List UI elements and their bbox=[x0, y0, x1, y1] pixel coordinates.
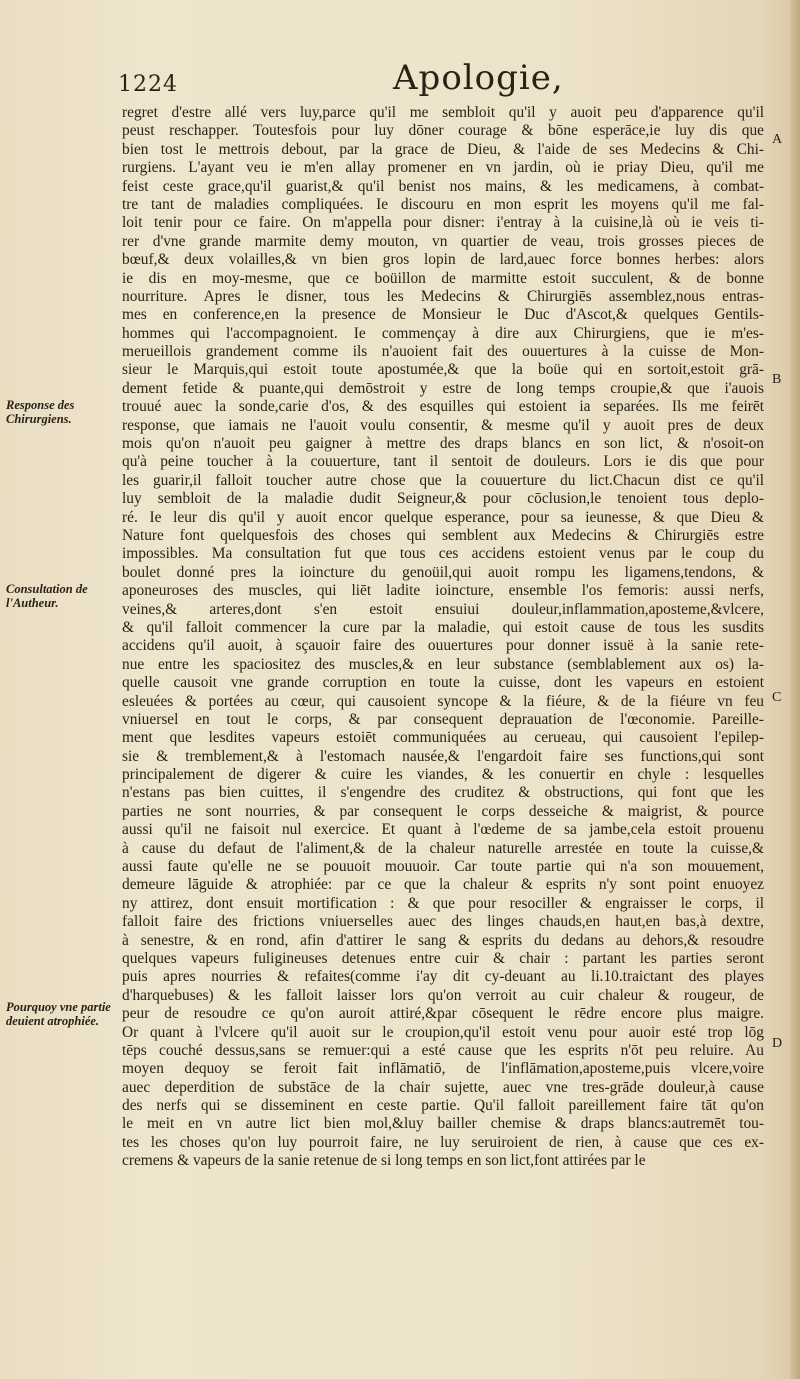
text-line: accidens qu'il auoit, à sçauoir faire des ouuertures pour donner issuë à la sanie rete- bbox=[122, 637, 764, 655]
text-line: response, que iamais ne l'auoit voulu consentir, & mesme qu'il y auoit pres de deux bbox=[122, 416, 764, 434]
text-line: Nature font quelquesfois des choses qui semblent aux Medecins & Chirurgiēs estre bbox=[122, 526, 764, 544]
page-header bbox=[118, 58, 718, 108]
text-line: boulet donné pres la ioincture du genoüil,qui auoit rompu les ligamens,tendons, & bbox=[122, 563, 764, 581]
page-edge bbox=[790, 0, 800, 1379]
section-letter-b: B bbox=[772, 372, 782, 387]
text-line: nourriture. Apres le disner, tous les Medecins & Chirurgiēs assemblez,nous entras- bbox=[122, 287, 764, 305]
text-line: aussi faute qu'elle ne se pouuoit mouuoir. Car toute partie qui n'a son mouuement, bbox=[122, 858, 764, 876]
section-letter-a: A bbox=[772, 132, 783, 147]
text-line: principalement de digerer & cuire les viandes, & les conuertir en chyle : lesquelles bbox=[122, 766, 764, 784]
text-line: rer d'vne grande marmite demy mouton, vn quartier de veau, trois grosses pieces de bbox=[122, 232, 764, 250]
text-line: sieur le Marquis,qui estoit toute apostumée,& que la boüe qui en sortoit,estoit grā- bbox=[122, 361, 764, 379]
text-line: loit tenir pour ce faire. On m'appella pour disner: i'entray à la cuisine,là où ie veis ti- bbox=[122, 214, 764, 232]
text-line: rurgiens. L'ayant veu ie m'en allay promener en vn jardin, où ie priay Dieu, qu'il me bbox=[122, 159, 764, 177]
text-line: sie & tremblement,& à l'estomach nausée,& l'engardoit faire ses functions,qui sont bbox=[122, 747, 764, 765]
text-line: tēps couché dessus,sans se remuer:qui a esté cause que les esprits n'ōt peu reluire. Au bbox=[122, 1041, 764, 1059]
text-line: hommes qui l'accompagnoient. Ie commençay à dire aux Chirurgiens, que ie m'es- bbox=[122, 324, 764, 342]
section-letter-d: D bbox=[772, 1036, 783, 1051]
text-line: dement fetide & puante,qui demōstroit y estre de long temps croupie,& que i'auois bbox=[122, 379, 764, 397]
margin-note-response: Response des Chirurgiens. bbox=[6, 398, 75, 426]
text-line: mes en conference,en la presence de Monsieur le Duc d'Ascot,& quelques Gentils- bbox=[122, 306, 764, 324]
margin-note-atrophy: Pourquoy vne partie deuient atrophiée. bbox=[6, 1000, 111, 1028]
text-line: ie dis en moy-mesme, que ce boüillon de marmitte estoit succulent, & de bonne bbox=[122, 269, 764, 287]
page-number: 1224 bbox=[118, 72, 178, 97]
text-line: ment que lesdites vapeurs estoiēt communiquées au cerueau, qui causoient l'epilep- bbox=[122, 729, 764, 747]
text-line: regret d'estre allé vers luy,parce qu'il me sembloit qu'il y auoit peu d'apparence qu'il bbox=[122, 104, 764, 121]
text-line: trouué auec la sonde,carie d'os, & des esquilles qui estoient ia separées. Ils me feirēt bbox=[122, 398, 764, 416]
text-line: esleuées & portées au cœur, qui causoient syncope & la fiéure, & de la fiéure vn feu bbox=[122, 692, 764, 710]
text-line: aponeuroses des muscles, qui liēt ladite ioincture, ensemble l'os femoris: aussi nerfs, bbox=[122, 582, 764, 600]
running-title: Apologie, bbox=[393, 58, 564, 98]
text-line: vniuersel en tout le corps, & par consequent deprauation de l'œconomie. Pareille- bbox=[122, 710, 764, 728]
text-line: à senestre, & en rond, afin d'attirer le sang & esprits du dedans au dehors,& resoudre bbox=[122, 931, 764, 949]
text-line: tre tant de maladies compliquées. Ie discouru en mon esprit les moyens qu'il me fal- bbox=[122, 195, 764, 213]
text-line: d'harquebuses) & les falloit laisser lors qu'on verroit au cuir chaleur & rougeur, de bbox=[122, 986, 764, 1004]
text-line: ré. Ie leur dis qu'il y auoit encor quelque esperance, pour sa ieunesse, & que Dieu & bbox=[122, 508, 764, 526]
text-line: peust reschapper. Toutesfois pour luy dōner courage & bōne esperāce,ie luy dis que bbox=[122, 122, 764, 140]
margin-note-consultation: Consultation de l'Autheur. bbox=[6, 582, 88, 610]
text-line: & qu'il falloit commencer la cure par la maladie, qui estoit cause de tous les susdits bbox=[122, 618, 764, 636]
text-line: veines,& arteres,dont s'en estoit ensuiui douleur,inflammation,apostеme,&vlcere, bbox=[122, 600, 764, 618]
text-line: des nerfs qui se disseminent en ceste partie. Qu'il falloit pareillement faire tāt qu'on bbox=[122, 1097, 764, 1115]
text-line: auec deperdition de substāce de la chair sujette, auec vne tres-grāde douleur,à cause bbox=[122, 1078, 764, 1096]
text-line: mois qu'on n'auoit peu gaigner à mettre des draps blancs en son lict, & n'osoit-on bbox=[122, 435, 764, 453]
text-line: bien tost le mettrois debout, par la grace de Dieu, & l'aide de ses Medecins & Chi- bbox=[122, 140, 764, 158]
text-line: moyen dequoy se feroit fait inflāmatiō, de l'inflāmation,apostеme,puis vlcere,voire bbox=[122, 1060, 764, 1078]
text-line: bœuf,& deux volailles,& vn bien gros lopin de lard,auec force bonnes herbes: alors bbox=[122, 251, 764, 269]
text-line: falloit faire des frictions vniuerselles auec des linges chauds,en haut,en bas,à dextre, bbox=[122, 913, 764, 931]
text-line: parties ne sont nourries, & par consequent le corps desseiche & maigrist, & pource bbox=[122, 802, 764, 820]
text-line: puis apres nourries & refaites(comme i'ay dit cy-deuant au li.10.traictant des playes bbox=[122, 968, 764, 986]
text-line: tes les choses qu'on luy pourroit faire, ne luy seruiroient de rien, à cause que ces ex- bbox=[122, 1133, 764, 1151]
text-line: qu'à peine toucher à la couuerture, tant il sentoit de douleurs. Lors ie dis que pour bbox=[122, 453, 764, 471]
text-line: le meit en vn autre lict bien mol,&luy bailler chemise & draps blancs:autremēt tou- bbox=[122, 1115, 764, 1133]
section-letter-c: C bbox=[772, 690, 782, 705]
text-line: feist ceste grace,qu'il guarist,& qu'il benist nos mains, & les medicamens, à combat- bbox=[122, 177, 764, 195]
text-line: aussi qu'il ne faisoit nul exercice. Et quant à l'œdeme de sa jambe,cela estoit prouenu bbox=[122, 821, 764, 839]
text-line: merueillois grandement comme ils n'auoient fait des ouuertures à la cuisse de Mon- bbox=[122, 343, 764, 361]
text-line: demeure lāguide & atrophiée: par ce que la chaleur & esprits n'y sont point enuoyez bbox=[122, 876, 764, 894]
text-line: peur de resoudre ce qu'on auroit attiré,&par cōsequent le rēdre encore plus maigre. bbox=[122, 1005, 764, 1023]
text-line: n'estans pas bien cuittes, il s'engendre des cruditez & obstructions, qui font que les bbox=[122, 784, 764, 802]
text-line: quelle causoit vne grande corruption en toute la cuisse, dont les vapeurs en estoient bbox=[122, 674, 764, 692]
text-line: à cause du defaut de l'aliment,& de la chaleur naturelle arrestée en toute la cuisse,& bbox=[122, 839, 764, 857]
text-line: impossibles. Ma consultation fut que tous ces accidens estoient venus par le coup du bbox=[122, 545, 764, 563]
text-line: cremens & vapeurs de la sanie retenue de si long temps en son lict,font attirées par le bbox=[122, 1152, 646, 1170]
text-line: les guarir,il falloit toucher autre chose que la couuerture du lict.Chacun dist ce qu'il bbox=[122, 471, 764, 489]
text-line: Or quant à l'vlcere qu'il auoit sur le croupion,qu'il estoit venu pour auoir esté trop lōg bbox=[122, 1023, 764, 1041]
text-line: quelques vapeurs fuligineuses detenues entre cuir & chair : partant les parties seront bbox=[122, 949, 764, 967]
text-line: ny attirez, dont ensuit mortification : & que pour resociller & engraisser le corps, il bbox=[122, 894, 764, 912]
text-line: nue entre les spaciositez des muscles,& en leur substance (semblablement aux os) la- bbox=[122, 655, 764, 673]
text-line: luy sembloit de la maladie dudit Seigneur,& pour cōclusion,le tenoient tous deplo- bbox=[122, 490, 764, 508]
body-text bbox=[122, 104, 764, 1171]
